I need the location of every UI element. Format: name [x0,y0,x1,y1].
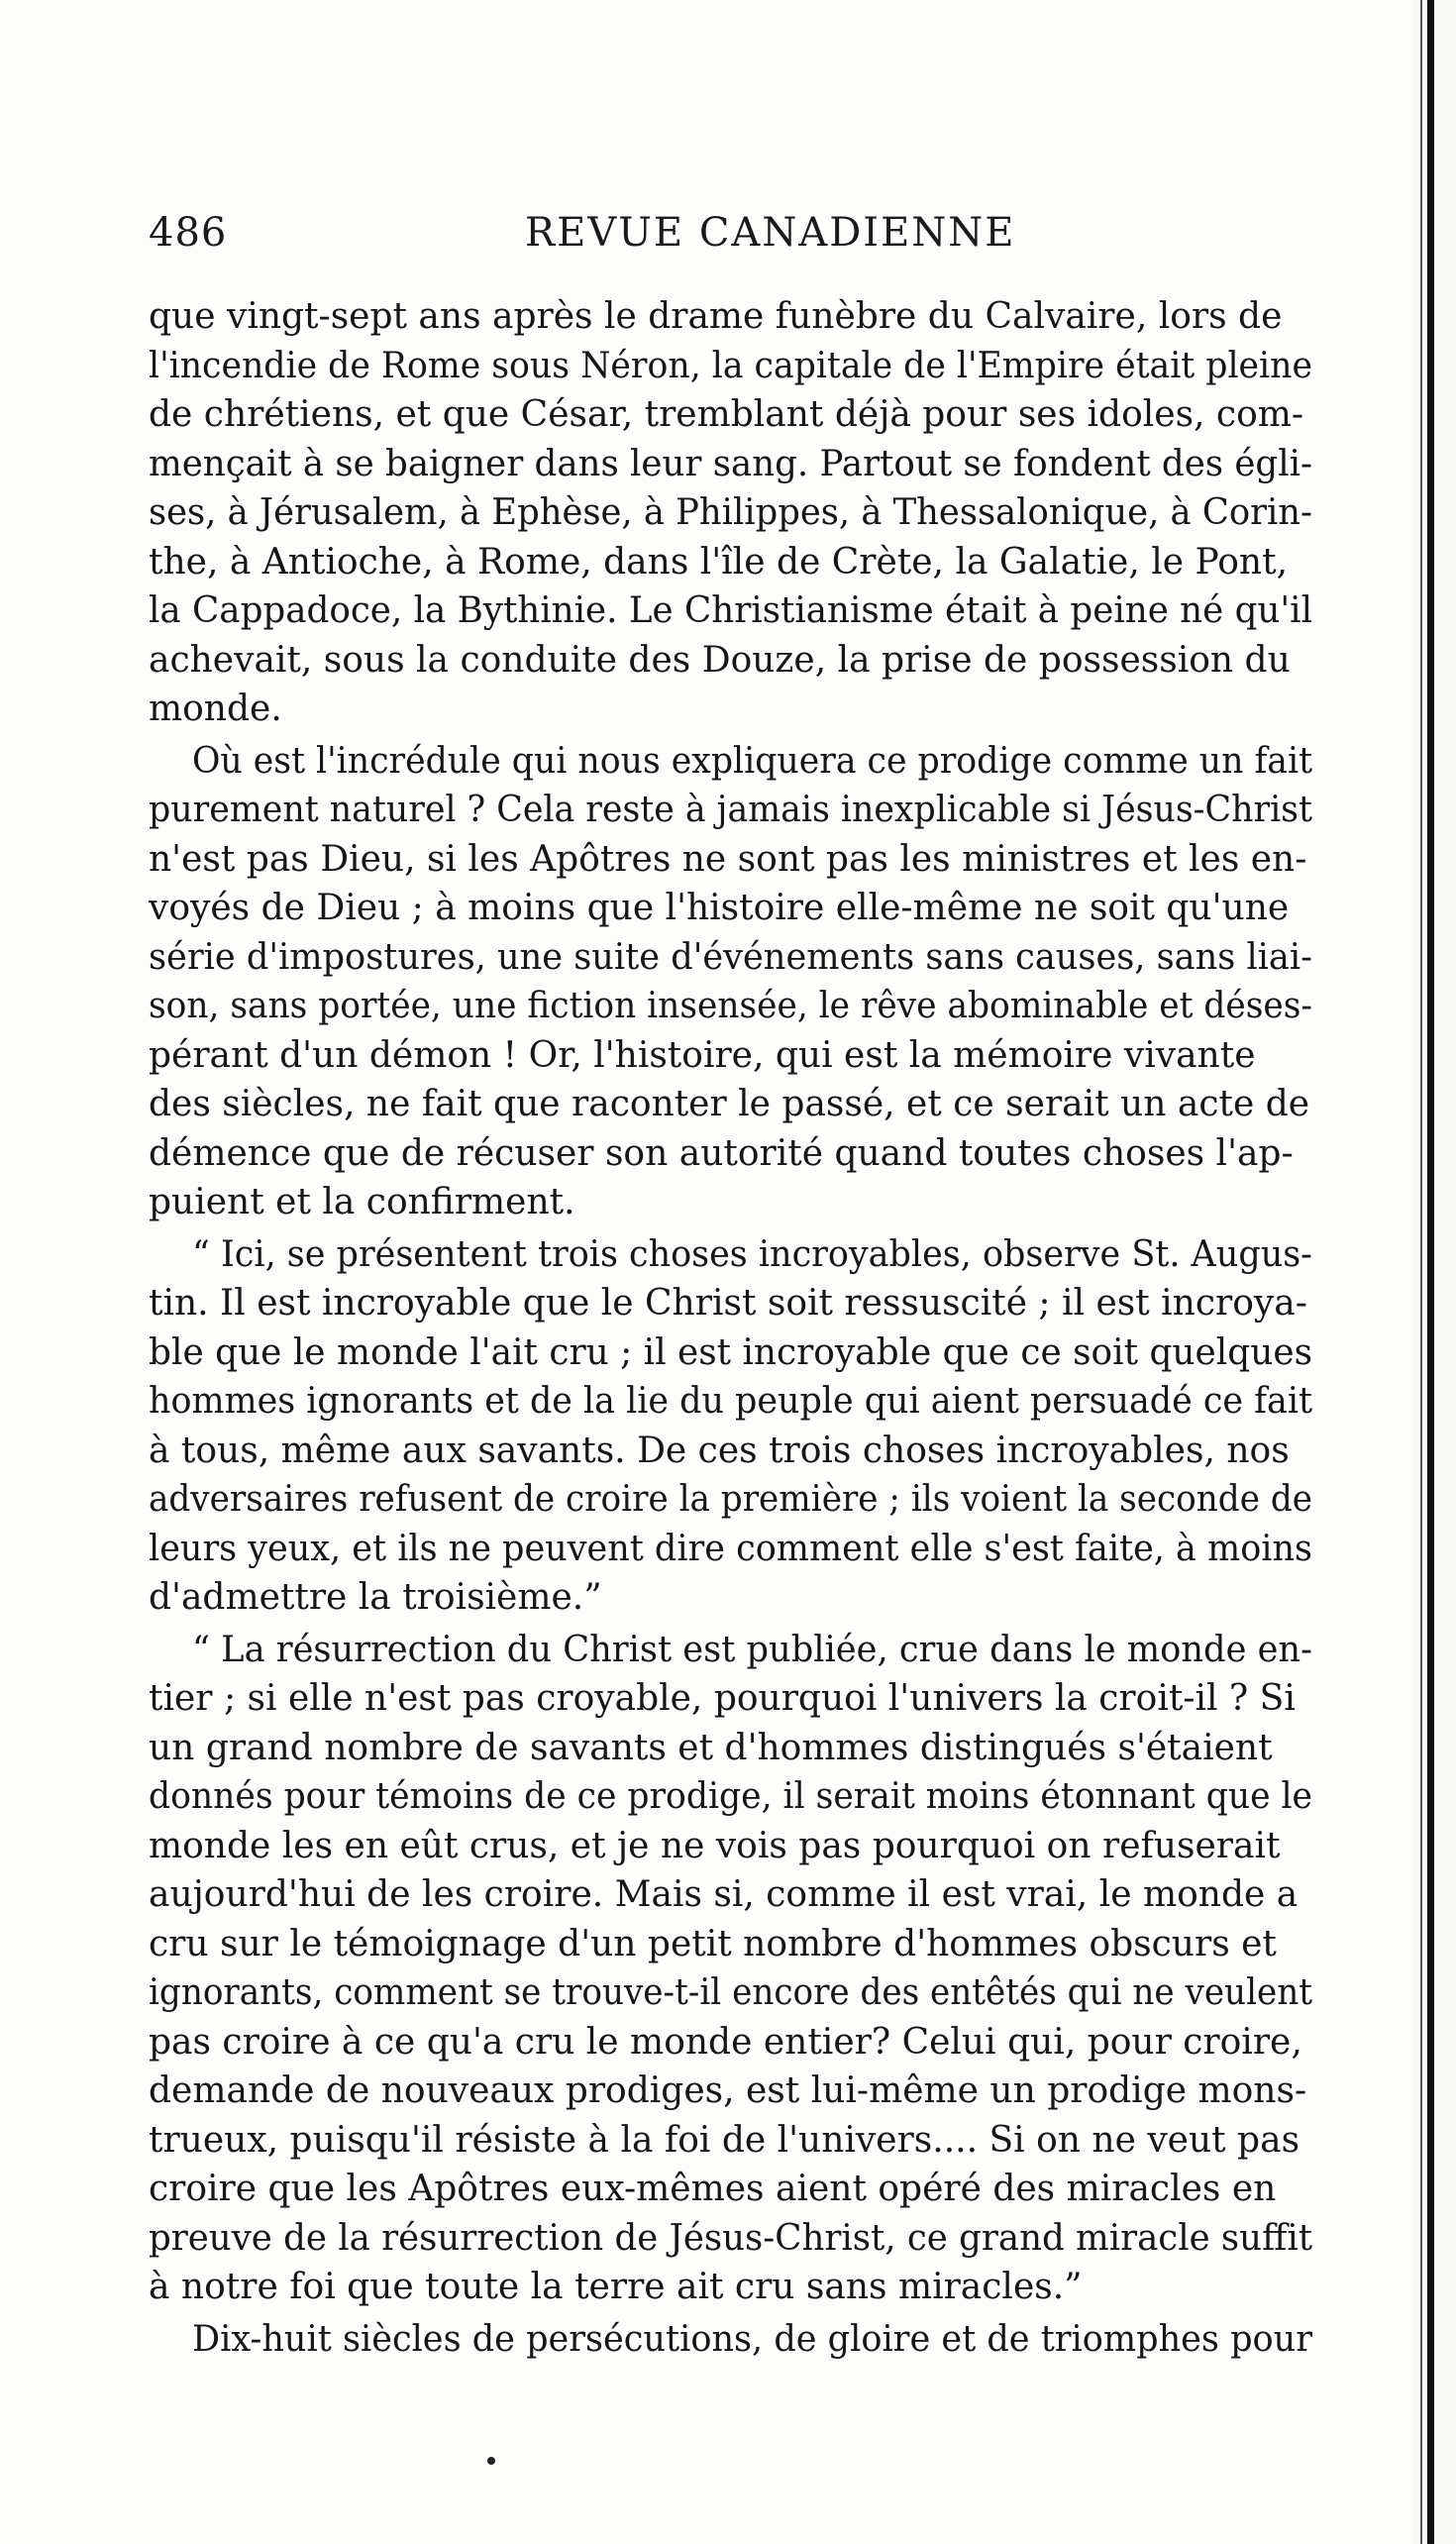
text-line: hommes ignorants et de la lie du peuple qui aient persuadé ce fait [149,1381,1312,1422]
text-line: ignorants, comment se trouve-t-il encore des entêtés qui ne veulent [149,1972,1312,2013]
scan-binding-shadow [1420,0,1422,2544]
text-line: série d'impostures, une suite d'événements sans causes, sans liai- [149,936,1312,978]
text-line: à tous, même aux savants. De ces trois choses incroyables, nos [149,1430,1290,1471]
paragraph-1 [149,292,1312,734]
text-line: tier ; si elle n'est pas croyable, pourquoi l'univers la croit-il ? Si [149,1678,1296,1719]
text-line: monde les en eût crus, et je ne vois pas pourquoi on refuserait [149,1825,1281,1866]
text-line: l'incendie de Rome sous Néron, la capitale de l'Empire était pleine [149,345,1312,386]
paragraph-4 [149,1626,1312,2312]
scan-edge [1412,0,1456,2544]
text-line: ble que le monde l'ait cru ; il est incroyable que ce soit quelques [149,1331,1312,1373]
text-line: donnés pour témoins de ce prodige, il serait moins étonnant que le [149,1776,1312,1817]
text-line: “ Ici, se présentent trois choses incroyables, observe St. Augus- [192,1233,1312,1275]
text-line: pérant d'un démon ! Or, l'histoire, qui est la mémoire vivante [149,1034,1256,1076]
text-line: demande de nouveaux prodiges, est lui-même un prodige mons- [149,2070,1307,2111]
text-line: Dix-huit siècles de persécutions, de gloire et de triomphes pour [192,2318,1312,2360]
paragraph-5 [149,2315,1312,2365]
text-line: son, sans portée, une fiction insensée, le rêve abominable et déses- [149,986,1312,1026]
text-line: mençait à se baigner dans leur sang. Partout se fondent des égli- [149,443,1312,484]
body-text [149,292,1312,2364]
paragraph-3 [149,1230,1312,1623]
text-line: un grand nombre de savants et d'hommes distingués s'étaient [149,1727,1273,1768]
text-line: voyés de Dieu ; à moins que l'histoire elle-même ne soit qu'une [149,888,1290,928]
page-header [149,210,1312,269]
scan-binding-line [1427,0,1434,2544]
text-line: purement naturel ? Cela reste à jamais inexplicable si Jésus-Christ [149,790,1312,830]
text-line: aujourd'hui de les croire. Mais si, comme il est vrai, le monde a [149,1874,1299,1915]
text-line: ses, à Jérusalem, à Ephèse, à Philippes, à Thessalonique, à Corin- [149,492,1312,533]
paragraph-2 [149,737,1312,1227]
print-speck [487,2457,495,2465]
text-line: n'est pas Dieu, si les Apôtres ne sont pas les ministres et les en- [149,838,1307,880]
text-line: the, à Antioche, à Rome, dans l'île de Crète, la Galatie, le Pont, [149,541,1289,583]
text-line: monde. [149,689,282,729]
running-title: REVUE CANADIENNE [525,210,1016,256]
text-line: cru sur le témoignage d'un petit nombre d'hommes obscurs et [149,1923,1277,1964]
text-line: d'admettre la troisième.” [149,1577,602,1618]
text-line: achevait, sous la conduite des Douze, la prise de possession du [149,639,1291,681]
text-line: des siècles, ne fait que raconter le passé, et ce serait un acte de [149,1084,1310,1124]
text-line: trueux, puisqu'il résiste à la foi de l'univers.... Si on ne veut pas [149,2119,1300,2161]
text-line: tin. Il est incroyable que le Christ soit ressuscité ; il est incroya- [149,1283,1307,1324]
text-line: de chrétiens, et que César, tremblant déjà pour ses idoles, com- [149,394,1304,435]
text-line: “ La résurrection du Christ est publiée, crue dans le monde en- [192,1629,1312,1670]
text-line: pas croire à ce qu'a cru le monde entier? Celui qui, pour croire, [149,2021,1302,2063]
page-number: 486 [149,210,228,256]
text-line: que vingt-sept ans après le drame funèbre du Calvaire, lors de [149,296,1283,337]
text-line: démence que de récuser son autorité quand toutes choses l'ap- [149,1132,1294,1174]
text-line: leurs yeux, et ils ne peuvent dire comment elle s'est faite, à moins [149,1528,1312,1569]
text-line: preuve de la résurrection de Jésus-Christ, ce grand miracle suffit [149,2217,1312,2259]
text-line: croire que les Apôtres eux-mêmes aient opéré des miracles en [149,2169,1277,2209]
text-line: Où est l'incrédule qui nous expliquera ce prodige comme un fait [192,740,1312,782]
text-line: la Cappadoce, la Bythinie. Le Christianisme était à peine né qu'il [149,590,1312,631]
text-line: à notre foi que toute la terre ait cru sans miracles.” [149,2267,1083,2307]
text-line: adversaires refusent de croire la première ; ils voient la seconde de [149,1479,1312,1520]
text-line: puient et la confirment. [149,1182,575,1222]
